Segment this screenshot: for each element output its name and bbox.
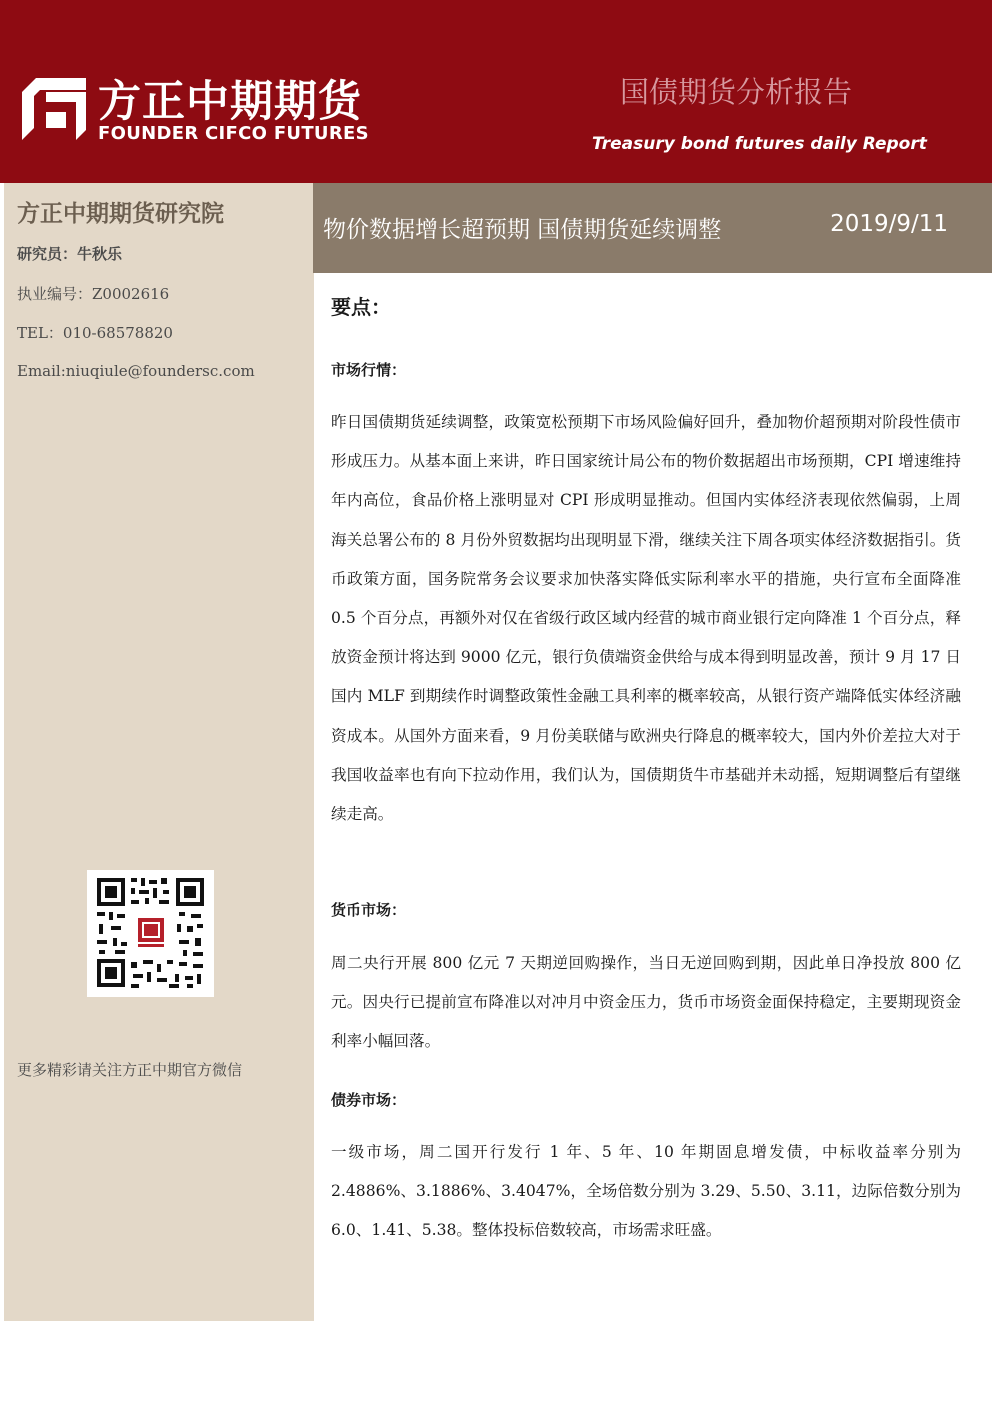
institute-name: 方正中期期货研究院 [17,201,224,227]
report-type-en: Treasury bond futures daily Report [592,134,927,154]
wechat-follow-note: 更多精彩请关注方正中期官方微信 [17,1061,243,1079]
email-link[interactable]: Email:niuqiule@foundersc.com [17,362,255,380]
section-text-money: 周二央行开展 800 亿元 7 天期逆回购操作，当日无逆回购到期，因此单日净投放 800 亿元。因央行已提前宣布降准以对冲月中资金压力，货币市场资金面保持稳定，主要期现资金利率小幅回落。 [331,954,961,1051]
telephone: TEL：010-68578820 [17,324,173,342]
company-name-en: FOUNDER CIFCO FUTURES [98,123,369,144]
section-heading-market: 市场行情： [331,361,407,379]
section-text-market: 昨日国债期货延续调整，政策宽松预期下市场风险偏好回升，叠加物价超预期对阶段性债市形成压力。从基本面上来讲，昨日国家统计局公布的物价数据超出市场预期，CPI 增速维持年内高位，食品价格上涨明显对 CPI 形成明显推动。但国内实体经济表现依然偏弱，上周海关总署公布的 8 月份外贸数据均出现明显下滑，继续关注下周各项实体经济数据指引。货币政策方面，国务院常务会议要求加快落实降低实际利率水平的措施，央行宣布全面降准 0.5 个百分点，再额外对仅在省级行政区域内经营的城市商业银行定向降准 1 个百分点，释放资金预计将达到 9000 亿元，银行负债端资金供给与成本得到明显改善，预计 9 月 17 日国内 MLF 到期续作时调整政策性金融工具利率的概率较高，从银行资产端降低实体经济融资成本。从国外方面来看，9 月份美联储与欧洲央行降息的概率较大，国内外价差拉大对于我国收益率也有向下拉动作用，我们认为，国债期货牛市基础并未动摇，短期调整后有望继续走高。 [331,413,961,824]
license-number: 执业编号：Z0002616 [17,285,170,303]
analyst-name: 研究员：牛秋乐 [17,245,123,263]
section-heading-money: 货币市场： [331,901,407,919]
company-logo-icon [22,78,86,140]
report-date: 2019/9/11 [830,211,948,237]
qr-code-icon [87,870,214,997]
section-heading-bond: 债券市场： [331,1091,407,1109]
report-header [0,0,992,183]
company-name-cn: 方正中期期货 [98,77,362,127]
key-points-heading: 要点： [331,295,391,319]
report-headline: 物价数据增长超预期 国债期货延续调整 [323,217,722,243]
title-band [313,183,992,273]
report-type-cn: 国债期货分析报告 [620,75,853,109]
sidebar [4,183,314,1321]
section-text-bond: 一级市场，周二国开行发行 1 年、5 年、10 年期固息增发债，中标收益率分别为 2.4886%、3.1886%、3.4047%，全场倍数分别为 3.29、5.50、3.11，边际倍数分别为 6.0、1.41、5.38。整体投标倍数较高，市场需求旺盛。 [331,1143,961,1240]
